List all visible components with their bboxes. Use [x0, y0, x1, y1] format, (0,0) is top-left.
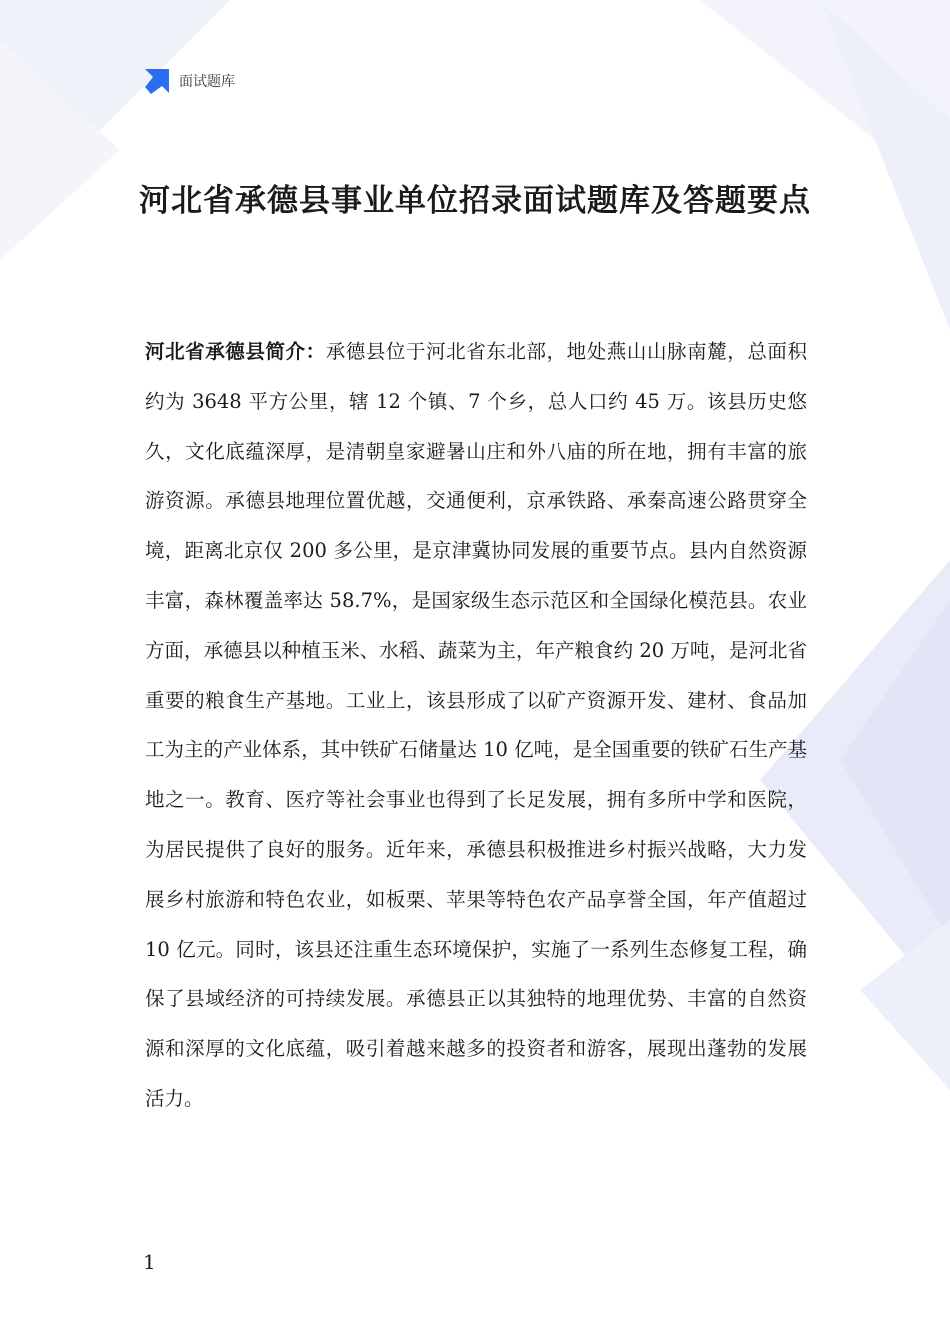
- intro-label: 河北省承德县简介：: [145, 340, 326, 363]
- arrow-up-right-icon: [143, 67, 171, 95]
- page-number: 1: [143, 1250, 156, 1274]
- header: [143, 66, 235, 96]
- brand-name: 面试题库: [179, 74, 235, 90]
- intro-text: 承德县位于河北省东北部，地处燕山山脉南麓，总面积约为 3648 平方公里，辖 12 个镇、7 个乡，总人口约 45 万。该县历史悠久，文化底蕴深厚，是清朝皇家避暑山庄和外八庙的所在地，拥有丰富的旅游资源。承德县地理位置优越，交通便利，京承铁路、承秦高速公路贯穿全境，距离北京仅 200 多公里，是京津冀协同发展的重要节点。县内自然资源丰富，森林覆盖率达 58.7%，是国家级生态示范区和全国绿化模范县。农业方面，承德县以种植玉米、水稻、蔬菜为主，年产粮食约 20 万吨，是河北省重要的粮食生产基地。工业上，该县形成了以矿产资源开发、建材、食品加工为主的产业体系，其中铁矿石储量达 10 亿吨，是全国重要的铁矿石生产基地之一。教育、医疗等社会事业也得到了长足发展，拥有多所中学和医院，为居民提供了良好的服务。近年来，承德县积极推进乡村振兴战略，大力发展乡村旅游和特色农业，如板栗、苹果等特色农产品享誉全国，年产值超过 10 亿元。同时，该县还注重生态环境保护，实施了一系列生态修复工程，确保了县域经济的可持续发展。承德县正以其独特的地理优势、丰富的自然资源和深厚的文化底蕴，吸引着越来越多的投资者和游客，展现出蓬勃的发展活力。: [145, 340, 807, 1110]
- document-body: [145, 327, 807, 1124]
- document-title: 河北省承德县事业单位招录面试题库及答题要点: [139, 183, 811, 219]
